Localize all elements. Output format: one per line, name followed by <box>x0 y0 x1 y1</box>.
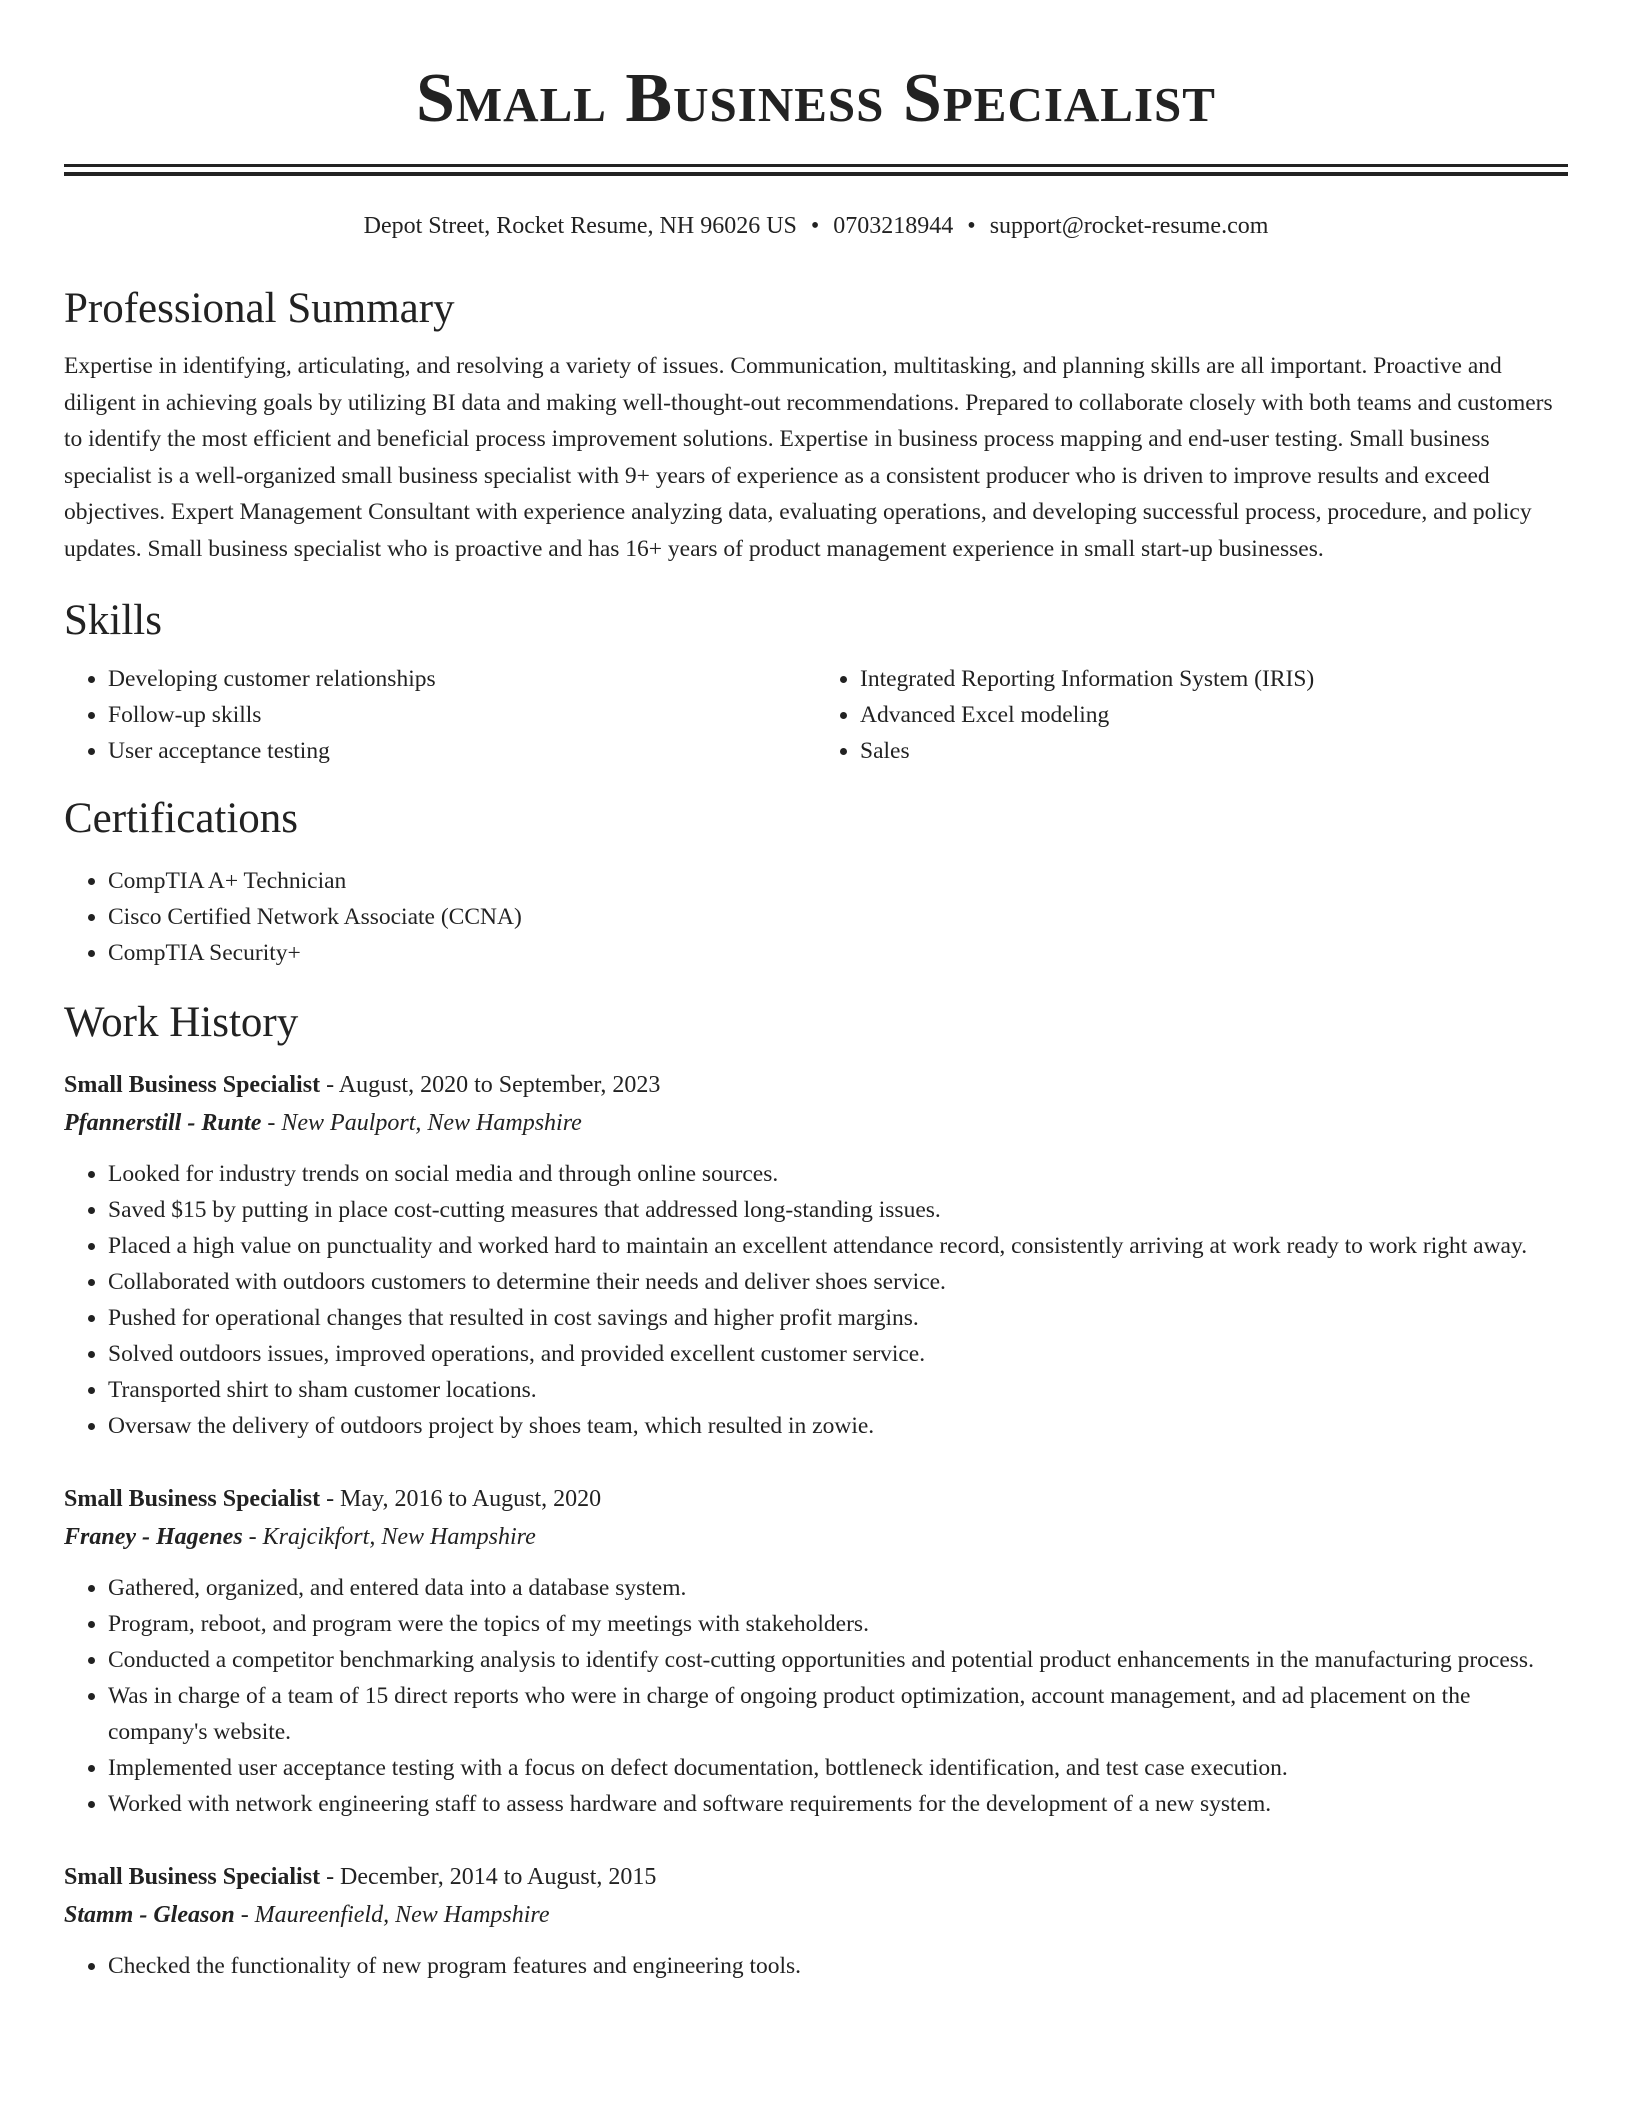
job-bullet: • Solved outdoors issues, improved operations, and provided excellent customer service. <box>108 1336 1568 1372</box>
certification-item: • CompTIA A+ Technician <box>108 863 1568 899</box>
skill-item: • Follow-up skills <box>108 697 816 733</box>
job-company: Franey - Hagenes <box>64 1524 243 1551</box>
skills-grid <box>64 661 1568 769</box>
job-bullets <box>64 1570 1568 1822</box>
certification-item: • Cisco Certified Network Associate (CCNA) <box>108 899 1568 935</box>
job-location: - Maureenfield, New Hampshire <box>234 1902 550 1929</box>
skill-item: • Integrated Reporting Information System (IRIS) <box>860 661 1568 697</box>
job-entry <box>64 1480 1568 1822</box>
job-bullet: • Pushed for operational changes that resulted in cost savings and higher profit margins. <box>108 1300 1568 1336</box>
certifications-heading: Certifications <box>64 794 299 842</box>
job-dates: - December, 2014 to August, 2015 <box>320 1864 657 1891</box>
job-company-line <box>64 1896 1568 1934</box>
summary-heading: Professional Summary <box>64 284 455 332</box>
skill-item: • Advanced Excel modeling <box>860 697 1568 733</box>
skills-list-right <box>816 661 1568 769</box>
certifications-list <box>64 863 1568 971</box>
job-title: Small Business Specialist <box>64 1486 321 1513</box>
job-bullet: • Oversaw the delivery of outdoors project by shoes team, which resulted in zowie. <box>108 1408 1568 1444</box>
header-divider <box>64 164 1568 176</box>
job-title: Small Business Specialist <box>64 1864 321 1891</box>
work-history-heading: Work History <box>64 998 299 1046</box>
skill-item: • Developing customer relationships <box>108 661 816 697</box>
job-title-line <box>64 1480 1568 1518</box>
job-company: Stamm - Gleason <box>64 1902 235 1929</box>
skills-list-left <box>64 661 816 769</box>
contact-phone: 0703218944 <box>833 213 954 239</box>
job-bullet: • Transported shirt to sham customer locations. <box>108 1372 1568 1408</box>
contact-email: support@rocket-resume.com <box>989 213 1269 239</box>
job-bullet: • Program, reboot, and program were the topics of my meetings with stakeholders. <box>108 1606 1568 1642</box>
job-bullet: • Was in charge of a team of 15 direct reports who were in charge of ongoing product optimization, account management, and ad placement on the company's website. <box>108 1678 1568 1750</box>
job-company-line <box>64 1518 1568 1556</box>
job-bullets <box>64 1948 1568 1984</box>
job-bullets <box>64 1156 1568 1444</box>
contact-separator: • <box>810 213 820 239</box>
job-bullet: • Saved $15 by putting in place cost-cutting measures that addressed long-standing issues. <box>108 1192 1568 1228</box>
contact-address: Depot Street, Rocket Resume, NH 96026 US <box>363 213 797 239</box>
job-location: - Krajcikfort, New Hampshire <box>242 1524 536 1551</box>
job-bullet: • Placed a high value on punctuality and worked hard to maintain an excellent attendance record, consistently arriving at work ready to work right away. <box>108 1228 1568 1264</box>
job-bullet: • Worked with network engineering staff to assess hardware and software requirements for the development of a new system. <box>108 1786 1568 1822</box>
job-title: Small Business Specialist <box>64 1072 321 1099</box>
job-title-line <box>64 1858 1568 1896</box>
job-bullet: • Implemented user acceptance testing with a focus on defect documentation, bottleneck identification, and test case execution. <box>108 1750 1568 1786</box>
summary-text: Expertise in identifying, articulating, and resolving a variety of issues. Communication, multitasking, and planning skills are all important. Proactive and diligent in achieving goals by utilizing BI data and making well-thought-out recommendations. Prepared to collaborate closely with both teams and customers to identify the most efficient and beneficial process improvement solutions. Expertise in business process mapping and end-user testing. Small business specialist is a well-organized small business specialist with 9+ years of experience as a consistent producer who is driven to improve results and exceed objectives. Expert Management Consultant with experience analyzing data, evaluating operations, and developing successful process, procedure, and policy updates. Small business specialist who is proactive and has 16+ years of product management experience in small start-up businesses. <box>64 353 1553 562</box>
skill-item: • Sales <box>860 733 1568 769</box>
skills-heading: Skills <box>64 597 162 645</box>
job-bullet: • Checked the functionality of new program features and engineering tools. <box>108 1948 1568 1984</box>
resume-name: Small Business Specialist <box>416 60 1216 137</box>
job-bullet: • Looked for industry trends on social media and through online sources. <box>108 1156 1568 1192</box>
job-bullet: • Collaborated with outdoors customers to determine their needs and deliver shoes service. <box>108 1264 1568 1300</box>
contact-separator: • <box>967 213 976 239</box>
job-company-line <box>64 1104 1568 1142</box>
job-location: - New Paulport, New Hampshire <box>261 1110 582 1137</box>
skill-item: • User acceptance testing <box>108 733 816 769</box>
job-title-line <box>64 1066 1568 1104</box>
job-dates: - August, 2020 to September, 2023 <box>320 1072 661 1099</box>
job-dates: - May, 2016 to August, 2020 <box>320 1486 602 1513</box>
job-entry <box>64 1858 1568 1984</box>
contact-line <box>64 212 1568 241</box>
job-entry <box>64 1066 1568 1444</box>
job-bullet: • Conducted a competitor benchmarking analysis to identify cost-cutting opportunities and potential product enhancements in the manufacturing process. <box>108 1642 1568 1678</box>
job-bullet: • Gathered, organized, and entered data into a database system. <box>108 1570 1568 1606</box>
certification-item: • CompTIA Security+ <box>108 935 1568 971</box>
job-company: Pfannerstill - Runte <box>64 1110 262 1137</box>
